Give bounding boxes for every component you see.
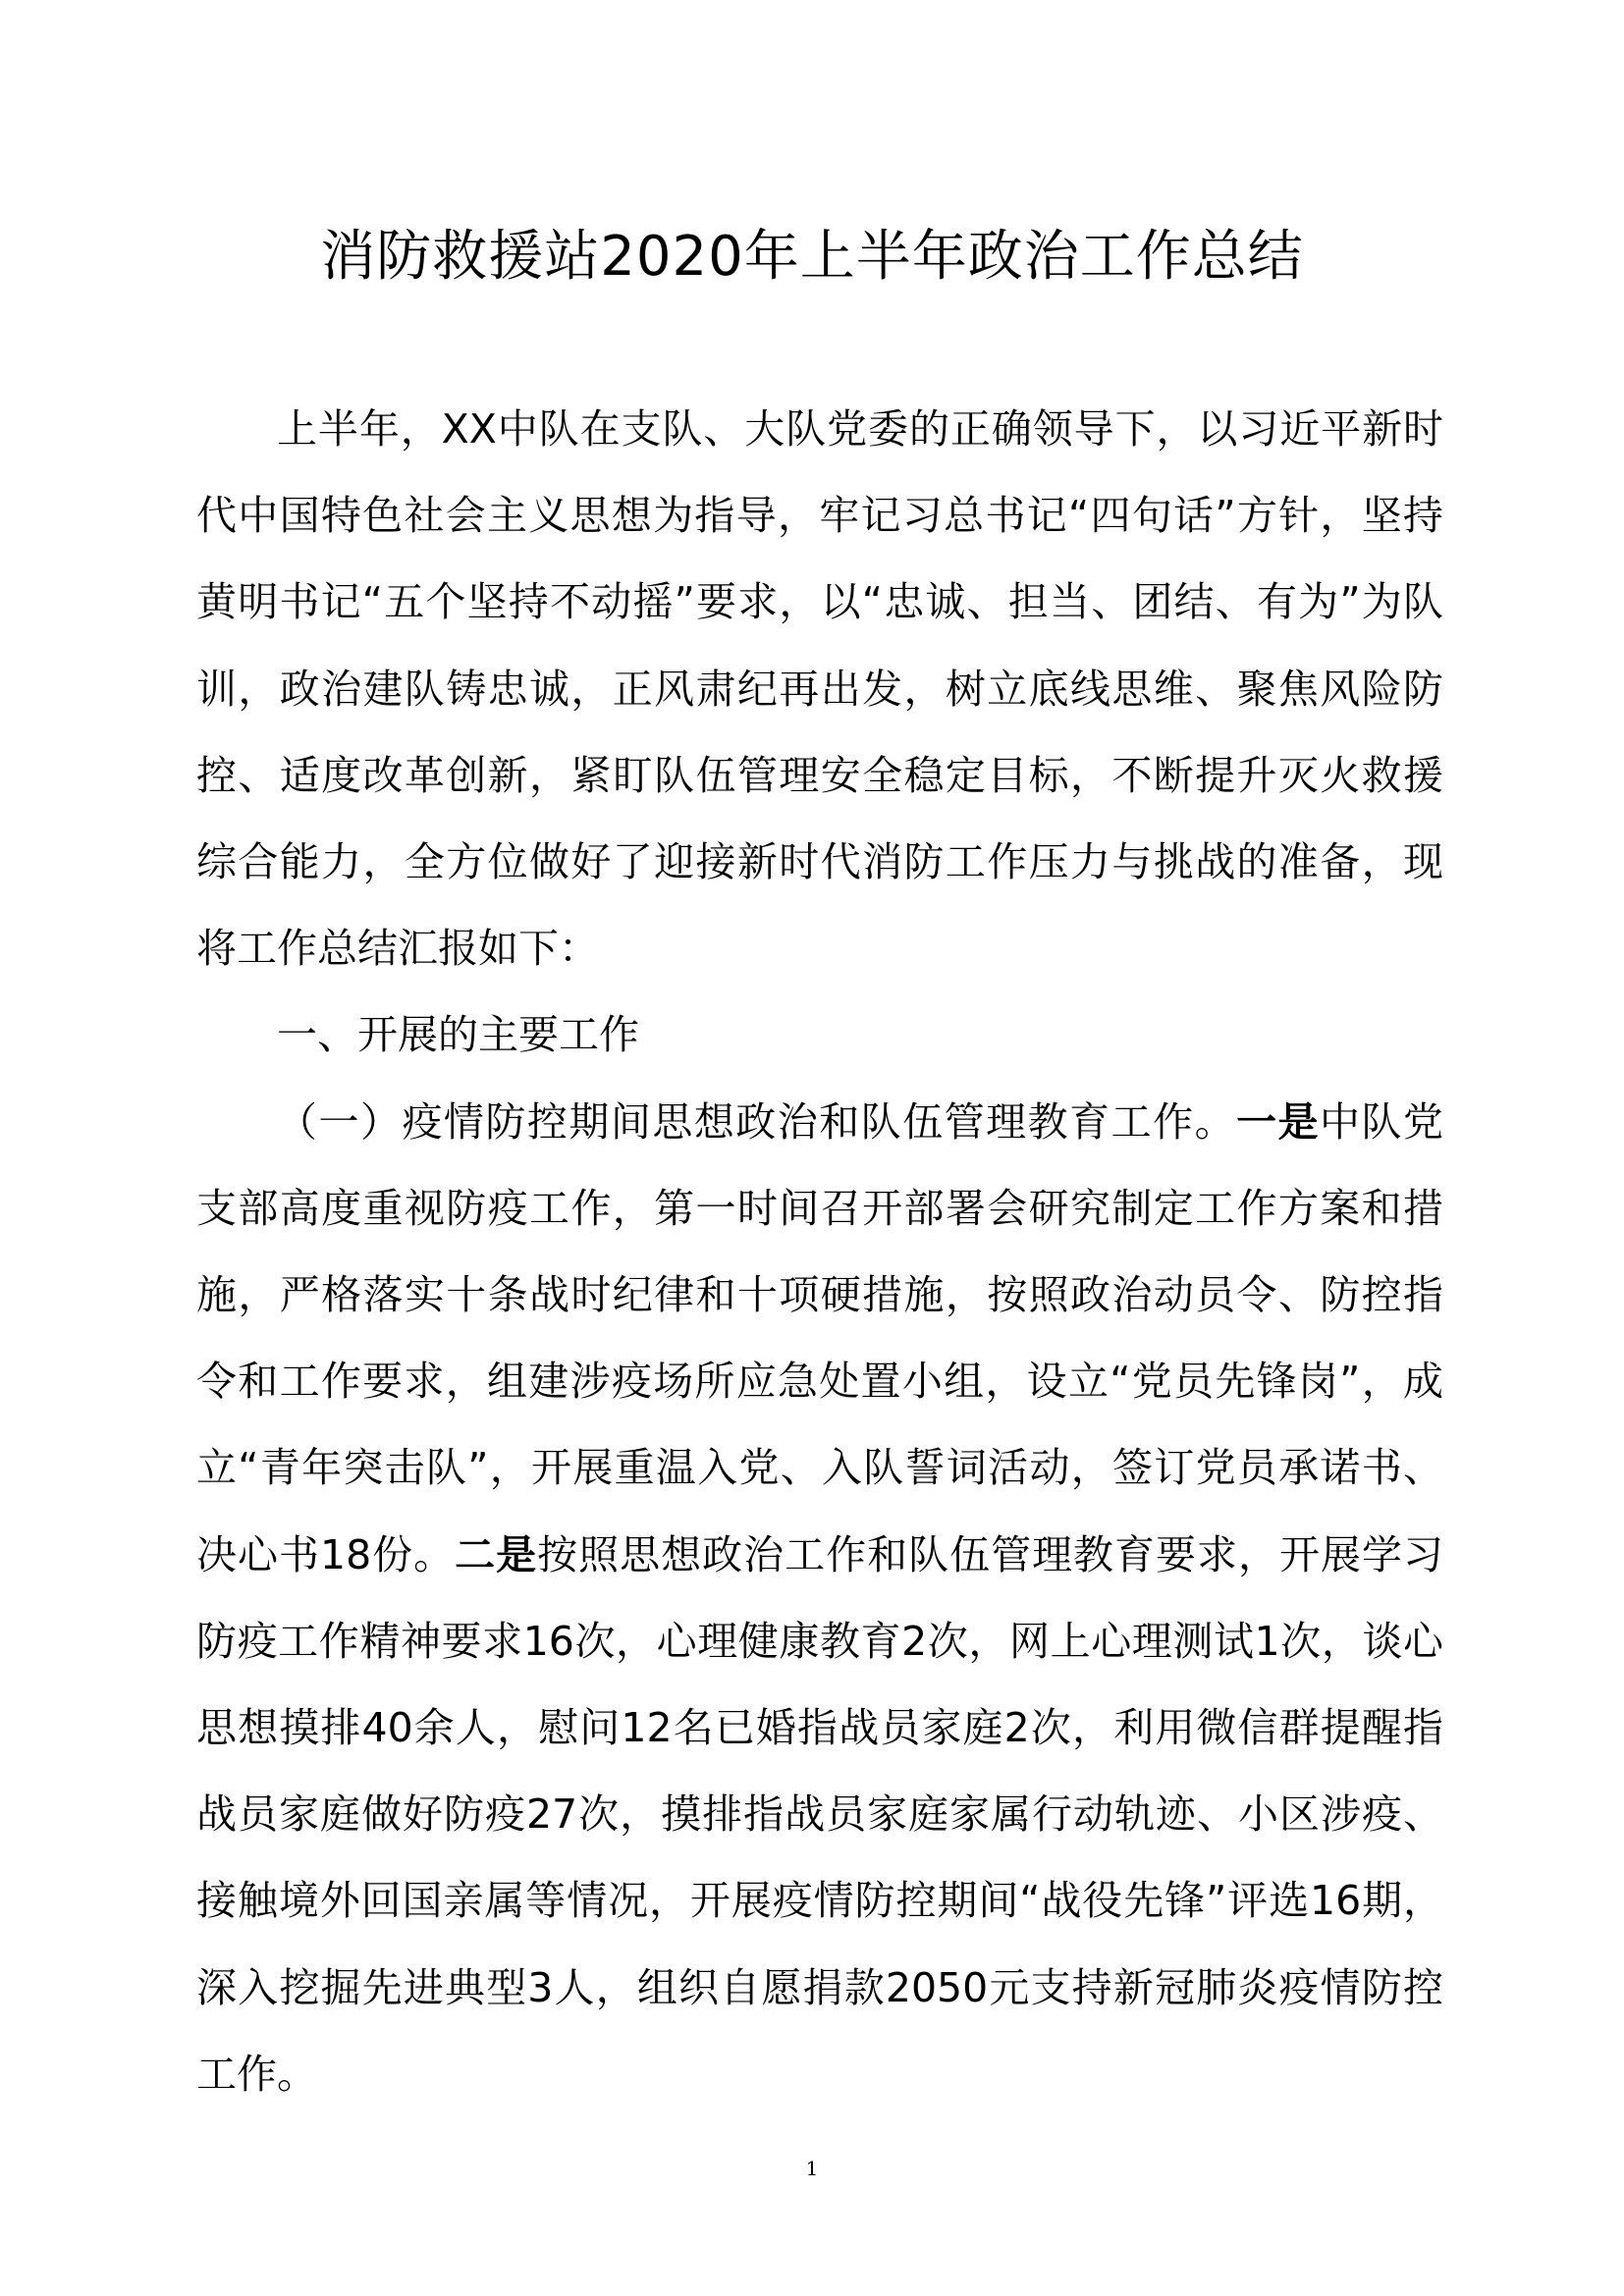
document-body [196,386,1443,2117]
intro-paragraph: 上半年，XX中队在支队、大队党委的正确领导下，以习近平新时代中国特色社会主义思想为指导，牢记习总书记“四句话”方针，坚持黄明书记“五个坚持不动摇”要求，以“忠诚、担当、团结、有为”为队训，政治建队铸忠诚，正风肃纪再出发，树立底线思维、聚焦风险防控、适度改革创新，紧盯队伍管理安全稳定目标，不断提升灭火救援综合能力，全方位做好了迎接新时代消防工作压力与挑战的准备，现将工作总结汇报如下： [196,405,1443,973]
page-number: 1 [805,2157,819,2180]
subsection-label: （一）疫情防控期间思想政治和队伍管理教育工作。 [277,1097,1237,1146]
point-one-text: 中队党支部高度重视防疫工作，第一时间召开部署会研究制定工作方案和措施，严格落实十条战时纪律和十项硬措施，按照政治动员令、防控指令和工作要求，组建涉疫场所应急处置小组，设立“党员先锋岗”，成立“青年突击队”，开展重温入党、入队誓词活动，签订党员承诺书、决心书18份。 [196,1097,1444,1578]
point-two-text: 按照思想政治工作和队伍管理教育要求，开展学习防疫工作精神要求16次，心理健康教育2次，网上心理测试1次，谈心思想摸排40余人，慰问12名已婚指战员家庭2次，利用微信群提醒指战员家庭做好防疫27次，摸排指战员家庭家属行动轨迹、小区涉疫、接触境外回国亲属等情况，开展疫情防控期间“战役先锋”评选16期，深入挖掘先进典型3人，组织自愿捐款2050元支持新冠肺炎疫情防控工作。 [196,1530,1444,2098]
section-heading: 一、开展的主要工作 [277,1011,639,1059]
subsection-paragraph [196,1079,1443,2117]
document-title: 消防救援站2020年上半年政治工作总结 [320,225,1304,289]
point-two-label: 二是 [455,1530,538,1578]
point-one-label: 一是 [1236,1097,1321,1146]
